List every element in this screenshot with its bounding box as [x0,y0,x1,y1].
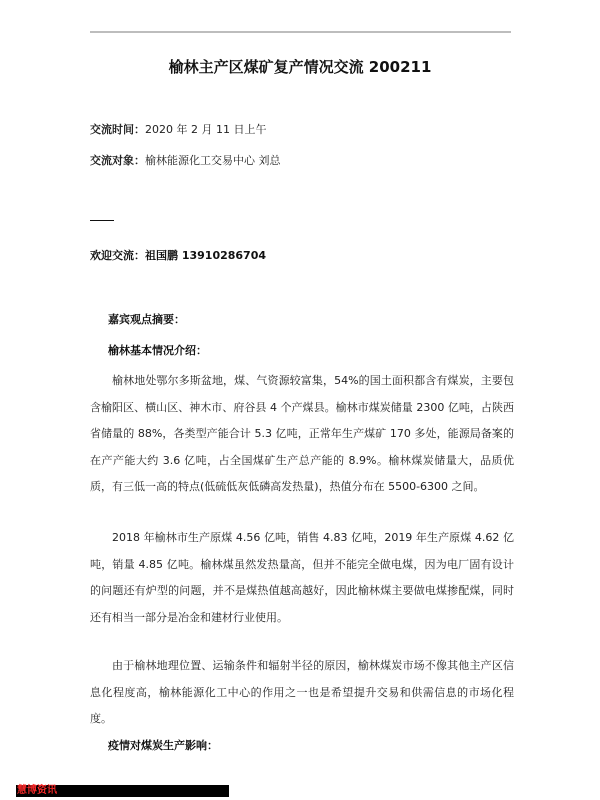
section-basic-heading: 榆林基本情况介绍： [108,344,207,357]
document-title: 榆林主产区煤矿复产情况交流 200211 [168,58,432,76]
meta-target-label: 交流对象： [90,154,145,167]
contact-line [90,247,266,263]
meta-target-value: 榆林能源化工交易中心 刘总 [145,154,281,167]
paragraph-3: 由于榆林地理位置、运输条件和辐射半径的原因，榆林煤炭市场不像其他主产区信息化程度高，榆林能源化工中心的作用之一也是希望提升交易和供需信息的市场化程度。 [90,659,514,726]
meta-time-value: 2020 年 2 月 11 日上午 [145,123,267,136]
top-divider [90,31,511,33]
footer-watermark-label: 慧博资讯 [17,785,57,796]
paragraph-1: 榆林地处鄂尔多斯盆地，煤、气资源较富集，54%的国土面积都含有煤炭，主要包含榆阳区、横山区、神木市、府谷县 4 个产煤县。榆林市煤炭储量 2300 亿吨，占陕西省储量的 88%，各类型产能合计 5.3 亿吨，正常年生产煤矿 170 多处，能源局备案的在产产能大约 3.6 亿吨，占全国煤矿生产总产能的 8.9%。榆林煤炭储量大，品质优质，有三低一高的特点(低硫低灰低磷高发热量)，热值分布在 5500-6300 之间。 [90,374,514,494]
contact-value: 祖国鹏 13910286704 [145,249,267,262]
contact-label: 欢迎交流： [90,249,145,262]
paragraph-2: 2018 年榆林市生产原煤 4.56 亿吨，销售 4.83 亿吨，2019 年生产原煤 4.62 亿吨，销量 4.85 亿吨。榆林煤虽然发热量高，但并不能完全做电煤，因为电厂固有设计的问题还有炉型的问题，并不是煤热值越高越好，因此榆林煤主要做电煤掺配煤，同时还有相当一部分是冶金和建材行业使用。 [90,531,514,624]
section-epidemic-heading: 疫情对煤炭生产影响： [108,739,218,752]
meta-time [90,121,266,137]
meta-time-label: 交流时间： [90,123,145,136]
meta-target [90,152,281,168]
section-guest-heading: 嘉宾观点摘要： [108,313,185,326]
short-divider [90,220,114,221]
